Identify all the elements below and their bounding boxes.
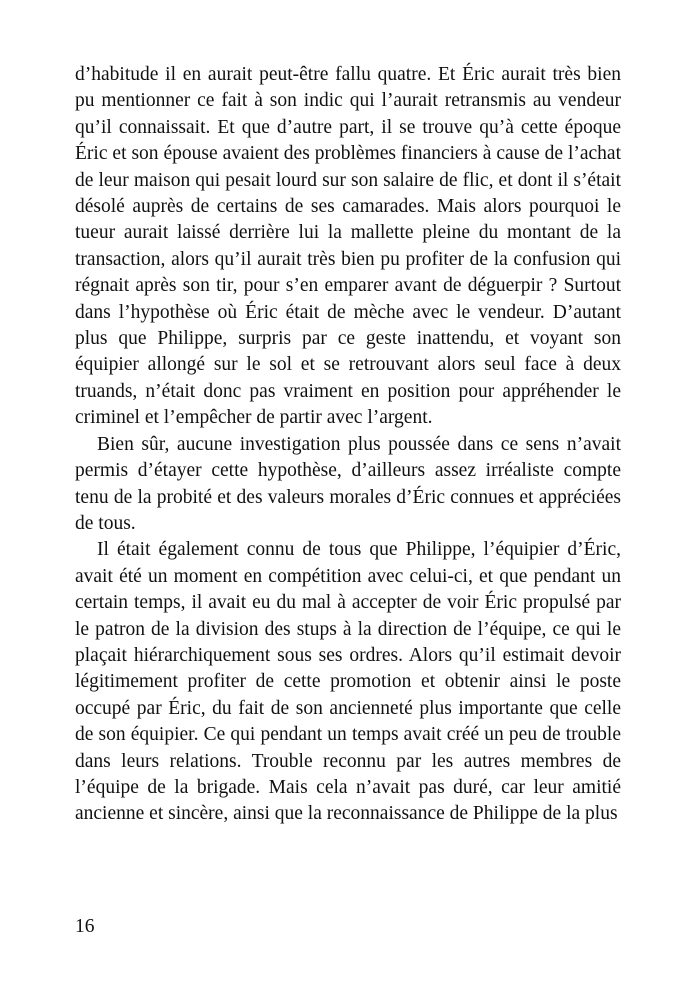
page-number: 16: [75, 916, 95, 937]
paragraph-2: Bien sûr, aucune investigation plus poussée dans ce sens n’avait permis d’étayer cette hypothèse, d’ailleurs assez irréaliste compte tenu de la probité et des valeurs morales d’Éric connues et appréciées de tous.: [75, 433, 621, 534]
body-text: [75, 62, 621, 828]
paragraph-3: Il était également connu de tous que Philippe, l’équipier d’Éric, avait été un moment en compétition avec celui-ci, et que pendant un certain temps, il avait eu du mal à accepter de voir Éric propulsé par le patron de la division des stups à la direction de l’équipe, ce qui le plaçait hiérarchiquement sous ses ordres. Alors qu’il estimait devoir légitimement profiter de cette promotion et obtenir ainsi le poste occupé par Éric, du fait de son ancienneté plus importante que celle de son équipier. Ce qui pendant un temps avait créé un peu de trouble dans leurs relations. Trouble reconnu par les autres membres de l’équipe de la brigade. Mais cela n’avait pas duré, car leur amitié ancienne et sincère, ainsi que la reconnaissance de Philippe de la plus: [75, 539, 621, 825]
paragraph-1: d’habitude il en aurait peut-être fallu quatre. Et Éric aurait très bien pu mentionner ce fait à son indic qui l’aurait retransmis au vendeur qu’il connaissait. Et que d’autre part, il se trouve qu’à cette époque Éric et son épouse avaient des problèmes financiers à cause de l’achat de leur maison qui pesait lourd sur son salaire de flic, et dont il s’était désolé auprès de certains de ses camarades. Mais alors pourquoi le tueur aurait laissé derrière lui la mallette pleine du montant de la transaction, alors qu’il aurait très bien pu profiter de la confusion qui régnait après son tir, pour s’en emparer avant de déguerpir ? Surtout dans l’hypothèse où Éric était de mèche avec le vendeur. D’autant plus que Philippe, surpris par ce geste inattendu, et voyant son équipier allongé sur le sol et se retrouvant alors seul face à deux truands, n’était donc pas vraiment en position pour appréhender le criminel et l’empêcher de partir avec l’argent.: [75, 64, 621, 429]
